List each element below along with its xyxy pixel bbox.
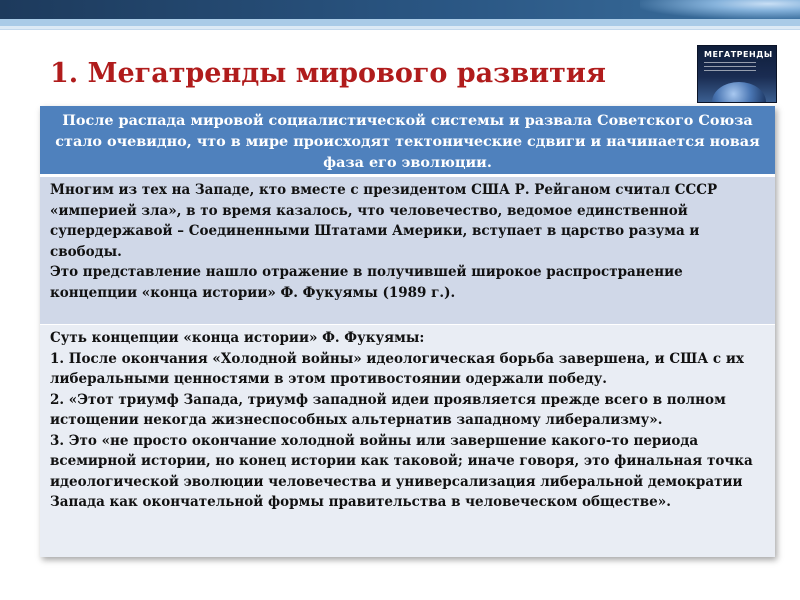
top-banner-glow xyxy=(640,0,800,19)
list-item: 1. После окончания «Холодной войны» идеологическая борьба завершена, и США с их либеральными ценностями в этом противостоянии одержали победу. xyxy=(50,350,744,387)
table-row xyxy=(40,324,775,557)
book-cover-image xyxy=(697,45,777,103)
book-cover-title: МЕГАТРЕНДЫ xyxy=(704,50,773,59)
slide-title: 1. Мегатренды мирового развития xyxy=(50,58,606,89)
globe-icon xyxy=(712,82,766,103)
list-item: 2. «Этот триумф Запада, триумф западной идеи проявляется прежде всего в полном истощении некогда жизнеспособных альтернатив западному либерализму». xyxy=(50,391,726,428)
decor-stripe xyxy=(0,29,800,30)
decor-stripe xyxy=(0,19,800,26)
book-cover-text-lines xyxy=(704,62,756,74)
paragraph: Многим из тех на Западе, кто вместе с президентом США Р. Рейганом считал СССР «империей зла», в то время казалось, что человечество, ведомое единственной супердержавой – Соединенными Штатами Америки, вступает в царство разума и свободы. xyxy=(50,182,718,260)
paragraph: Суть концепции «конца истории» Ф. Фукуямы: xyxy=(50,330,425,346)
list-item: 3. Это «не просто окончание холодной войны или завершение какого-то периода всемирной истории, но конец истории как таковой; иначе говоря, это финальная точка идеологической эволюции человечества и универсализация либеральной демократии Запада как окончательной формы правительства в человеческом обществе». xyxy=(50,432,753,510)
paragraph: Это представление нашло отражение в получившей широкое распространение концепции «конца истории» Ф. Фукуямы (1989 г.). xyxy=(50,264,683,301)
table-row xyxy=(40,176,775,324)
top-banner xyxy=(0,0,800,19)
table-header-cell: После распада мировой социалистической системы и развала Советского Союза стало очевидно, что в мире происходят тектонические сдвиги и начинается новая фаза его эволюции. xyxy=(40,106,775,176)
content-table xyxy=(40,106,775,557)
